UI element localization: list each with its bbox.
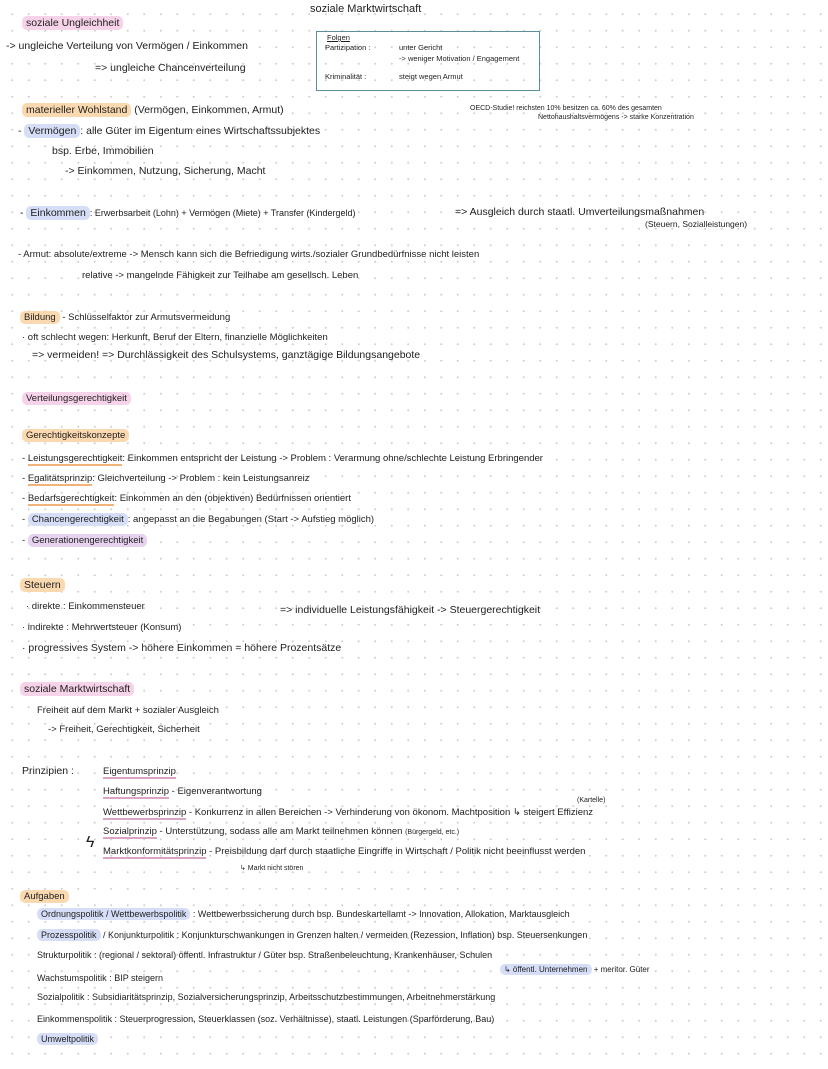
term: Marktkonformitätsprinzip (103, 846, 207, 857)
heading-wohlstand: materieller Wohlstand (22, 103, 131, 117)
term: Strukturpolitik (37, 950, 92, 960)
list-item (37, 908, 570, 921)
folgen-label: Partizipation : (325, 43, 371, 52)
list-item (103, 765, 176, 778)
list-item (103, 845, 585, 858)
list-item: - Generationengerechtigkeit (22, 534, 147, 547)
text-line: · direkte : Einkommensteuer (26, 601, 145, 612)
note (500, 965, 650, 974)
text-line: · indirekte : Mehrwertsteuer (Konsum) (22, 622, 182, 633)
heading-aufgaben: Aufgaben (20, 890, 69, 903)
definition: : absolute/extreme -> Mensch kann sich die Befriedigung wirts./sozialer Grundbedürfnisse nicht leisten (48, 249, 480, 260)
page-title: soziale Marktwirtschaft (310, 3, 422, 15)
definition: : Wettbewerbssicherung durch bsp. Bundeskartellamt -> Innovation, Allokation, Marktausgleich (190, 909, 570, 919)
text-line: · progressives System -> höhere Einkommen = höhere Prozentsätze (22, 642, 342, 654)
definition: : Gleichverteilung -> Problem : kein Leistungsanreiz (92, 473, 310, 484)
text-line: -> Freiheit, Gerechtigkeit, Sicherheit (48, 724, 200, 735)
folgen-value: unter Gericht (399, 43, 443, 52)
definition: : Einkommen an den (objektiven) Bedürfnissen orientiert (114, 493, 351, 504)
term: Einkommenspolitik (37, 1014, 113, 1024)
heading-verteilung: Verteilungsgerechtigkeit (22, 392, 131, 405)
subtitle: (Vermögen, Einkommen, Armut) (134, 104, 284, 116)
term: Chancengerechtigkeit (28, 513, 128, 526)
note: (Kartelle) (577, 797, 606, 804)
text-line: -> Einkommen, Nutzung, Sicherung, Macht (65, 165, 266, 177)
list-item (103, 785, 262, 798)
term: Eigentumsprinzip (103, 766, 176, 777)
text-line: => ungleiche Chancenverteilung (95, 62, 246, 74)
list-item (103, 806, 593, 819)
oecd-note: OECD-Studie! reichsten 10% besitzen ca. 60% des gesamten (470, 105, 662, 112)
text-line: -> ungleiche Verteilung von Vermögen / Einkommen (6, 40, 248, 52)
term: Bedarfsgerechtigkeit (27, 493, 115, 504)
list-item (37, 991, 495, 1004)
list-item: - Chancengerechtigkeit : angepasst an die Begabungen (Start -> Aufstieg möglich) (22, 514, 375, 525)
note: ↳ Markt nicht stören (240, 865, 304, 872)
list-item (37, 1033, 98, 1046)
prinzipien-label: Prinzipien : (22, 765, 74, 777)
note-text: ↳ öffentl. Unternehmen (500, 964, 592, 975)
definition: - Konkurrenz in allen Bereichen -> Verhinderung von ökonom. Machtposition ↳ steigert Effizienz (188, 807, 594, 818)
list-item: - Leistungsgerechtigkeit: Einkommen entspricht der Leistung -> Problem : Verarmung ohne/schlechte Leistung Erbringender (22, 453, 543, 464)
list-item (37, 972, 163, 985)
term: Ordnungspolitik / Wettbewerbspolitik (37, 908, 190, 920)
text-line: bsp. Erbe, Immobilien (52, 145, 154, 157)
definition: : Einkommen entspricht der Leistung -> Problem : Verarmung ohne/schlechte Leistung Erbringender (122, 453, 543, 464)
definition: : alle Güter im Eigentum eines Wirtschaftssubjektes (80, 125, 321, 137)
text-line: (Steuern, Sozialleistungen) (645, 219, 748, 229)
text-line: => Ausgleich durch staatl. Umverteilungsmaßnahmen (455, 206, 705, 218)
folgen-label: Kriminalität : (325, 72, 367, 81)
definition: : angepasst an die Begabungen (Start -> Aufstieg möglich) (127, 514, 375, 525)
definition: - Preisbildung darf durch staatliche Eingriffe in Wirtschaft / Politik nicht beeinflusst werden (209, 846, 586, 857)
folgen-heading: Folgen (327, 33, 350, 42)
text-line: relative -> mangelnde Fähigkeit zur Teilhabe am gesellsch. Leben (82, 270, 359, 281)
definition: - Eigenverantwortung (171, 786, 262, 797)
term: Egalitätsprinzip (27, 473, 93, 484)
list-item: - Egalitätsprinzip: Gleichverteilung -> Problem : kein Leistungsanreiz (22, 473, 310, 484)
definition: : Konjunkturschwankungen in Grenzen halten / vermeiden (Rezession, Inflation) bsp. Steuersenkungen (174, 930, 588, 940)
definition: - Unterstützung, sodass alle am Markt teilnehmen können (159, 826, 403, 837)
term: Sozialpolitik (37, 992, 85, 1002)
term: Generationengerechtigkeit (28, 534, 147, 547)
term: Leistungsgerechtigkeit (27, 453, 123, 464)
text-line: => individuelle Leistungsfähigkeit -> Steuergerechtigkeit (280, 604, 541, 616)
list-item: - Bedarfsgerechtigkeit: Einkommen an den (objektiven) Bedürfnissen orientiert (22, 493, 351, 504)
term-vermoegen: Vermögen (24, 124, 80, 138)
term: Haftungsprinzip (103, 786, 170, 797)
list-item (37, 929, 587, 942)
folgen-box (316, 31, 540, 91)
definition: : Steuerprogression, Steuerklassen (soz. Verhältnisse), staatl. Leistungen (Sparförderung, Bau) (112, 1014, 495, 1024)
note: (Bürgergeld, etc.) (405, 829, 460, 836)
list-item (37, 949, 492, 962)
text-line: Freiheit auf dem Markt + sozialer Ausgleich (37, 705, 219, 716)
heading-smw: soziale Marktwirtschaft (20, 682, 134, 696)
term: Wachstumspolitik (37, 973, 107, 983)
term: Wettbewerbsprinzip (103, 807, 187, 818)
definition: : BIP steigern (106, 973, 164, 983)
definition: : Subsidiaritätsprinzip, Sozialversicherungsprinzip, Arbeitsschutzbestimmungen, Arbeitnehmerstärkung (84, 992, 496, 1002)
definition: : Erwerbsarbeit (Lohn) + Vermögen (Miete) + Transfer (Kindergeld) (89, 208, 356, 218)
lightning-icon: ϟ (86, 834, 95, 851)
definition: : (regional / sektoral) öffentl. Infrastruktur / Güter bsp. Straßenbeleuchtung, Krankenhäuser, Schulen (91, 950, 493, 960)
term: Prozesspolitik (37, 929, 101, 941)
term: Sozialprinzip (103, 826, 157, 837)
heading-gerechtigkeitskonzepte: Gerechtigkeitskonzepte (22, 429, 129, 442)
oecd-note: Nettohaushaltsvermögens -> starke Konzentration (538, 114, 694, 121)
list-item (103, 825, 459, 838)
text-line: · oft schlecht wegen: Herkunft, Beruf der Eltern, finanzielle Möglichkeiten (22, 332, 328, 343)
term-armut: Armut (23, 249, 49, 260)
folgen-value: -> weniger Motivation / Engagement (399, 54, 520, 63)
list-item (37, 1013, 494, 1026)
definition: - Schlüsselfaktor zur Armutsvermeidung (62, 312, 231, 323)
term: Umweltpolitik (37, 1033, 98, 1045)
heading-ungleichheit: soziale Ungleichheit (22, 16, 123, 30)
text-line: => vermeiden! => Durchlässigkeit des Schulsystems, ganztägige Bildungsangebote (32, 349, 421, 361)
term-bildung: Bildung (20, 311, 60, 324)
term-einkommen: Einkommen (26, 206, 89, 220)
term: / Konjunkturpolitik (100, 930, 175, 940)
folgen-value: steigt wegen Armut (399, 72, 463, 81)
heading-steuern: Steuern (20, 578, 65, 592)
note-text: + meritor. Güter (593, 965, 650, 974)
